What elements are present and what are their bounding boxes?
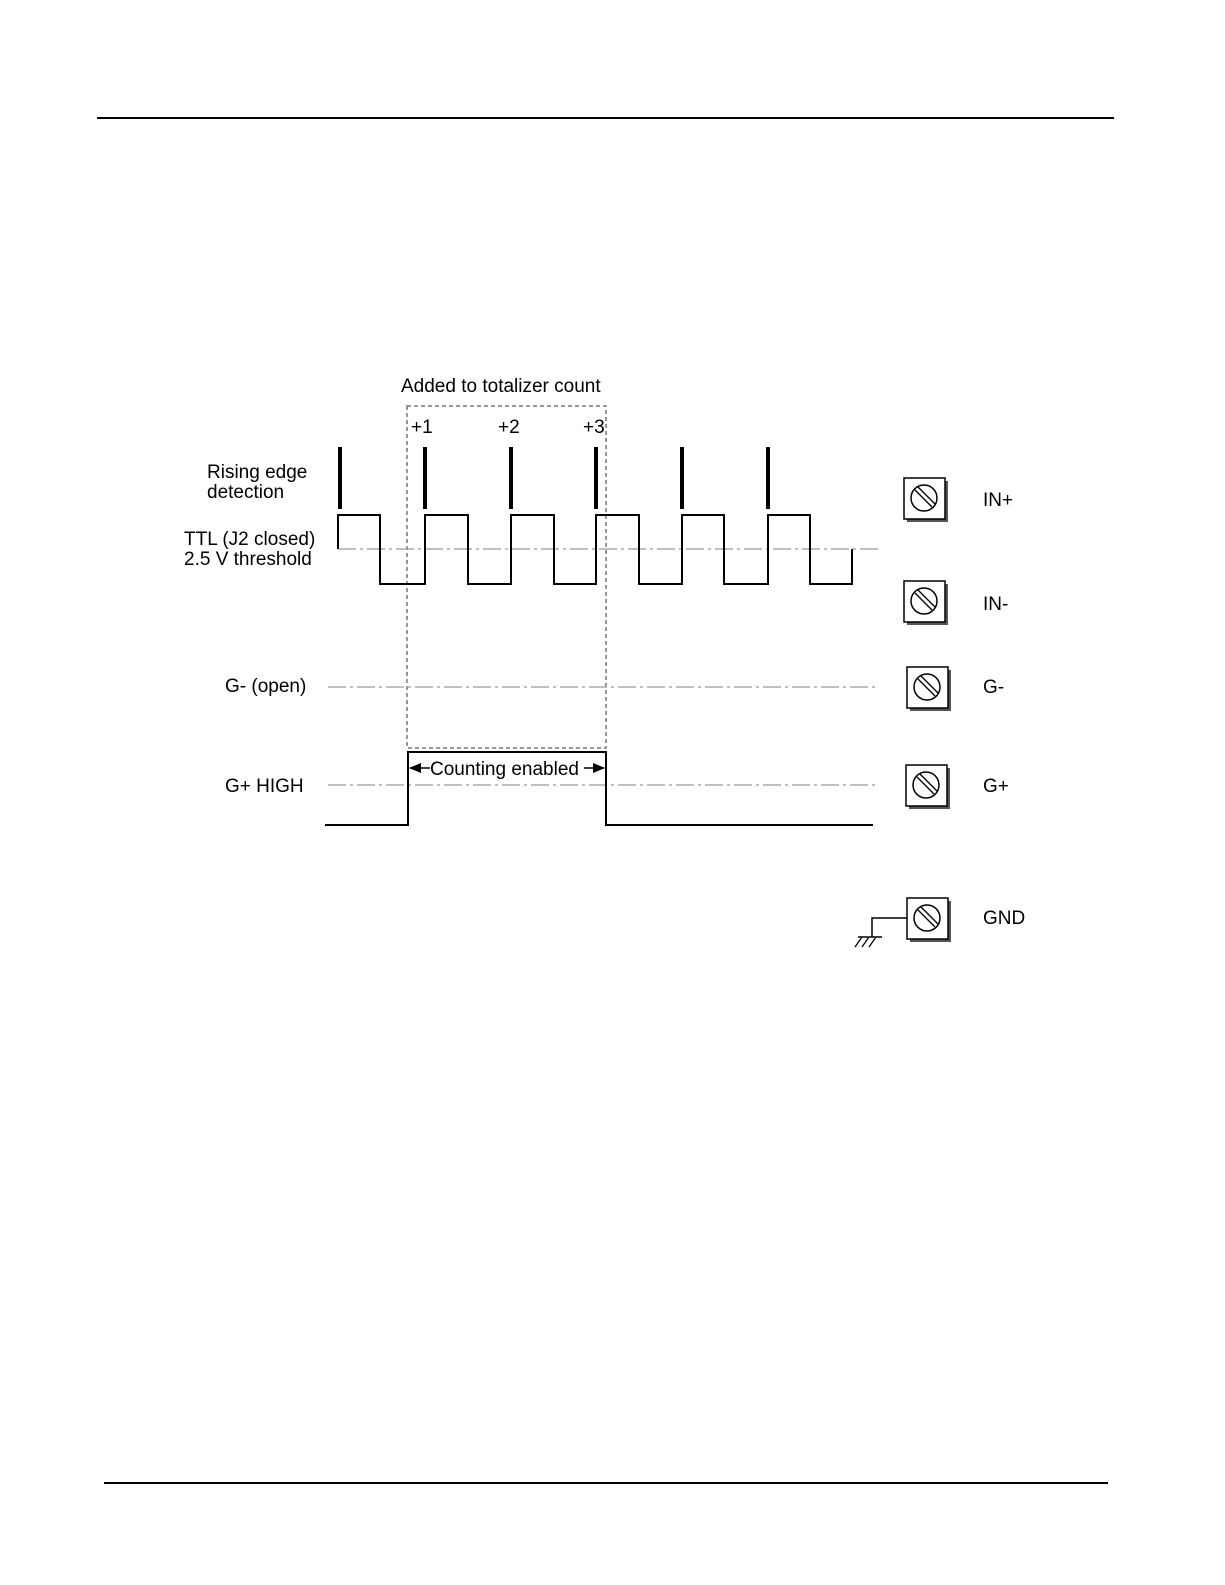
ttl-label-line2: 2.5 V threshold bbox=[184, 549, 312, 570]
counting-enabled-label: Counting enabled bbox=[430, 759, 579, 780]
counting-window-box bbox=[407, 406, 606, 748]
g-plus-signal-label: G+ HIGH bbox=[225, 776, 304, 797]
rising-edge-pulses bbox=[340, 447, 768, 509]
terminal-label: GND bbox=[983, 908, 1026, 929]
terminal-label: IN+ bbox=[983, 490, 1014, 511]
count-label-1: +1 bbox=[411, 417, 433, 438]
terminal-g-plus bbox=[906, 765, 1009, 809]
ground-symbol-icon bbox=[855, 918, 907, 947]
terminal-in-minus bbox=[904, 581, 1008, 625]
terminal-label: IN- bbox=[983, 594, 1009, 615]
terminal-in-plus bbox=[904, 478, 1013, 522]
terminal-g-minus bbox=[907, 667, 1004, 711]
rising-edge-label-line2: detection bbox=[207, 482, 285, 503]
screw-terminal-icon bbox=[904, 478, 948, 522]
rising-edge-label-line1: Rising edge bbox=[207, 462, 308, 483]
count-label-2: +2 bbox=[498, 417, 520, 438]
terminal-label: G+ bbox=[983, 776, 1009, 797]
screw-terminal-icon bbox=[907, 667, 951, 711]
window-title: Added to totalizer count bbox=[401, 376, 601, 397]
screw-terminal-icon bbox=[907, 898, 951, 942]
g-minus-signal-label: G- (open) bbox=[225, 676, 307, 697]
ttl-label-line1: TTL (J2 closed) bbox=[184, 529, 316, 550]
terminal-gnd bbox=[855, 898, 1025, 947]
count-label-3: +3 bbox=[583, 417, 605, 438]
g-plus-gate-wave bbox=[325, 752, 873, 825]
screw-terminal-icon bbox=[906, 765, 950, 809]
terminal-label: G- bbox=[983, 677, 1005, 698]
screw-terminal-icon bbox=[904, 581, 948, 625]
